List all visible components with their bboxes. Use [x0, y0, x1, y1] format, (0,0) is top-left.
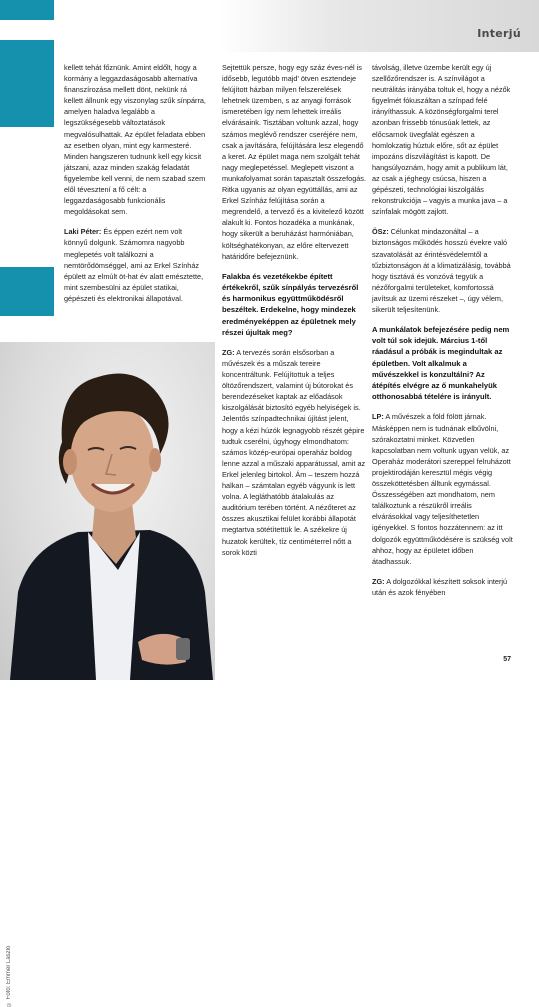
paragraph: ZG: A dolgozókkal készített soksok interjú után és azok fényében: [372, 576, 508, 597]
text-column-3: [372, 62, 514, 607]
text-column-1: [64, 62, 206, 313]
section-label: Interjú: [477, 27, 521, 40]
paragraph: Sejtettük persze, hogy egy száz éves-nél is idősebb, legutóbb majd' ötven esztendeje felújított házban milyen felszerelések lehetnek üzemben, s az anyagi források ismeretében így nem lehettek irreális elvárásaink. Tisztában voltunk azzal, hogy számos meglévő rendszer cseréjére nem, csak a javítására, felújítására lesz elegendő a keret. Az épület maga nem szolgált tehát nagy meglepetéssel. Meglepett viszont a munkafolyamat során tapasztalt összefogás. Ritka ugyanis az olyan együttállás, ami az Erkel Színház felújítása során a megrendelő, a tervező és a kivitelező között alakult ki. Fontos hozadéka a munkának, hogy sikerült a beruházást harmóniában, költséghatékonyan, az előre eltervezett határidőre befejeznünk.: [222, 63, 366, 261]
portrait-photo: [0, 342, 215, 1007]
photo-credit: © Fotó: Emmer László: [6, 945, 12, 1007]
accent-block-left-lower: [0, 267, 54, 316]
accent-block-left-mid: [0, 40, 54, 127]
speaker-name: ÖSz:: [372, 227, 389, 237]
paragraph: kellett tehát főznünk. Amint eldőlt, hogy a kormány a leggazdaságosabb alternatíva finanszírozása mellett dönt, nekünk rá kellett állnunk egy viszonylag szűk sínpárra, amelyen haladva legalább a legszükségesebb változtatások megvalósulhattak. Az épület feladata ebben az esetben olyan, mint egy karmesteré. Minden hangszeren tudnunk kell egy kicsit játszani, azaz minden szakág feladatát figyelembe kell venni, de nem szabad szem elől tévesztení a fő célt: a leggazdaságosabb funkcionális megoldásokat sem.: [64, 63, 206, 217]
interview-question: Falakba és vezetékekbe épített értékekről, szűk sínpályás tervezésről és harmonikus együttműködésről beszéltek. Erdekelne, hogy mindezek eredményeképpen az épületnek mely részei újultak meg?: [222, 271, 359, 337]
speaker-name: Laki Péter:: [64, 227, 102, 237]
paragraph: ZG: A tervezés során elsősorban a művészek és a műszak tereire koncentráltunk. Felújítottuk a teljes öltözőrendszert, valamint új bútorokat és berendezéseket kaptak az előadások kiszolgálását biztosító egyéb helyiségek is. Jelentős színpadtechnikai újítást jelent, hogy a kézi húzók legnagyobb részét gépire tudtuk cserélni, úgyhogy elmondhatom: számos közép-európai operaház boldog lenne azzal a műszaki apparátussal, amit az Erkel jelenleg birtokol. Ám – teszem hozzá halkan – számtalan egyéb vágyunk is lett volna. A legláthatóbb átalakulás az auditórium terében történt. A nézőteret az összes akusztikai felület korábbi állapotát megtartva sötétítettük le. A székekre új huzatok kerültek, tíz centiméterrel nőtt a sorok közti: [222, 347, 366, 557]
speaker-name: ZG:: [222, 347, 235, 357]
paragraph: Laki Péter: És éppen ezért nem volt könnyű dolgunk. Számomra nagyobb meglepetés volt találkozni a nemtörődömséggel, ami az Erkel Színház épülett az elmúlt öt-hat év alatt emésztette, mint szembesülni az épület statikai, gépészeti és elektronikai állapotával.: [64, 227, 204, 303]
paragraph: LP: A művészek a föld fölött járnak. Másképpen nem is tudnának elbűvölni, szórakoztatni minket. Közvetlen kapcsolatban nem voltunk ugyan velük, az Operaház moderátori szereppel felruházott projektirodáján keresztül mégis végig összeköttetésben álltunk egymással. Összességében azt mondhatom, nem találkoztunk a részükről irreális elvárásokkal vagy teljesíthetetlen igényekkel. S fontos hozzátennem: az itt dolgozók együttműködésére is szükség volt ahhoz, hogy az épületet időben átadhassuk.: [372, 412, 513, 566]
speaker-name: LP:: [372, 412, 384, 422]
portrait-illustration: [0, 342, 215, 680]
paragraph: ÖSz: Célunkat mindazonáltal – a biztonságos működés hosszú évekre való szavatolását az érintésvédelemtől a tűzbiztonságon át a klimatizálásig, továbbá hogy tisztává és vonzóvá tegyük a nézőforgalmi területeket, komfortossá javítsuk az üzemi részeket –, úgy vélem, sikerült teljesítenünk.: [372, 227, 511, 314]
speaker-name: ZG:: [372, 576, 385, 586]
text-column-2: [222, 62, 366, 567]
page-number: 57: [503, 656, 511, 663]
section-header-band: [220, 0, 539, 52]
interview-question: A munkálatok befejezésére pedig nem volt túl sok idejük. Március 1-től ráadásul a próbák is megindultak az épületben. Volt alkalmuk a művészekkel is konzultálni? Az átépítés elvégre az ő munkahelyük otthonosabbá tételére is irányult.: [372, 325, 510, 402]
paragraph: távolság, illetve üzembe került egy új szellőzőrendszer is. A színvilágot a neutrálitás irányába toltuk el, hogy a nézők figyelmét fókuszáltan a színpad felé irányíthassuk. A közönségforgalmi terel azonban frissebb tónusúak lettek, az előcsarnok üvegfalát egészen a homlokzatig húztuk előre, sőt az épület impozáns díszvilágítást is kapott. De hangsúlyoznám, hogy amit a publikum lát, az csak a jéghegy csúcsa, hiszen a gépészeti, technológiai kiszolgálás rekonstrukciója – vagyis a munka java – a színfalak mögött zajlott.: [372, 63, 511, 217]
accent-block-top-left: [0, 0, 54, 20]
